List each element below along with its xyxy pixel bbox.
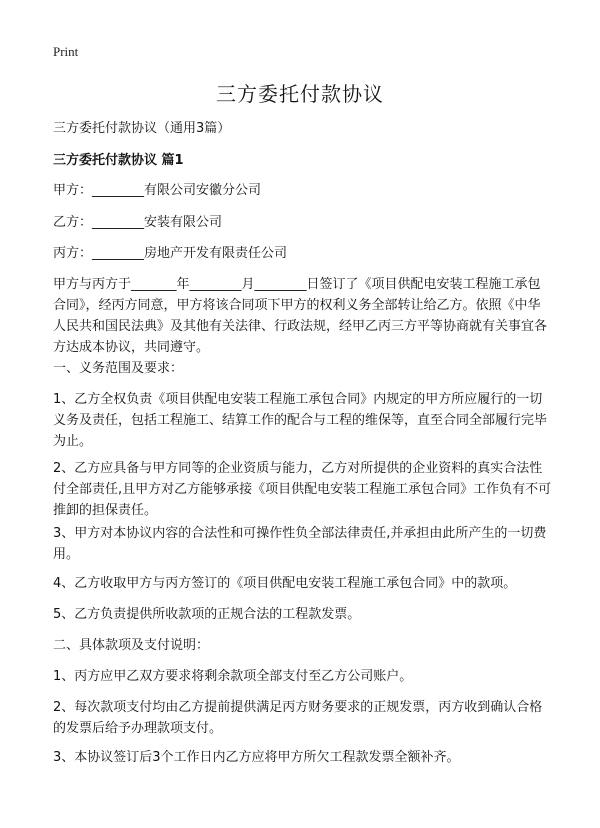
section-heading: 三方委托付款协议 篇1 xyxy=(53,153,184,168)
section-1-item-2: 2、乙方应具备与甲方同等的企业资质与能力，乙方对所提供的企业资料的真实合法性付全部责任,且甲方对乙方能够承接《项目供配电安装工程施工承包合同》工作负有不可推卸的担保责任。 xyxy=(53,461,552,518)
page-title: 三方委托付款协议 xyxy=(216,82,384,106)
section-2-item-1: 1、丙方应甲乙双方要求将剩余款项全部支付至乙方公司账户。 xyxy=(53,669,413,684)
section-2-item-3: 3、本协议签订后3个工作日内乙方应将甲方所欠工程款发票全额补齐。 xyxy=(53,750,460,765)
section-1-item-1: 1、乙方全权负责《项目供配电安装工程施工承包合同》内规定的甲方所应履行的一切义务及责任，包括工程施工、结算工作的配合与工程的维保等，直至合同全部履行完毕为止。 xyxy=(53,392,548,449)
party-a-line: 甲方：________有限公司安徽分公司 xyxy=(53,183,262,198)
section-2-item-2: 2、每次款项支付均由乙方提前提供满足丙方财务要求的正规发票，丙方收到确认合格的发票后给予办理款项支付。 xyxy=(53,700,543,736)
intro-paragraph: 甲方与丙方于_______年________月________日签订了《项目供配电安装工程施工承包合同》，经丙方同意，甲方将该合同项下甲方的权利义务全部转让给乙方。依照《中华人民共和国民法典》及其他有关法律、行政法规，经甲乙丙三方平等协商就有关事宜各方达成本协议，共同遵守。 xyxy=(53,277,548,355)
section-1-item-4: 4、乙方收取甲方与丙方签订的《项目供配电安装工程施工承包合同》中的款项。 xyxy=(53,576,517,591)
print-link[interactable]: Print xyxy=(53,44,79,59)
party-b-line: 乙方：________安装有限公司 xyxy=(53,215,223,230)
section-1-item-5: 5、乙方负责提供所收款项的正规合法的工程款发票。 xyxy=(53,607,361,622)
section-1-item-3: 3、甲方对本协议内容的合法性和可操作性负全部法律责任,并承担由此所产生的一切费用。 xyxy=(53,526,547,562)
party-c-line: 丙方：________房地产开发有限责任公司 xyxy=(53,246,288,261)
section-1-title: 一、义务范围及要求： xyxy=(53,361,184,376)
section-2-title: 二、具体款项及支付说明： xyxy=(53,638,210,653)
document-subtitle: 三方委托付款协议（通用3篇） xyxy=(53,121,231,136)
